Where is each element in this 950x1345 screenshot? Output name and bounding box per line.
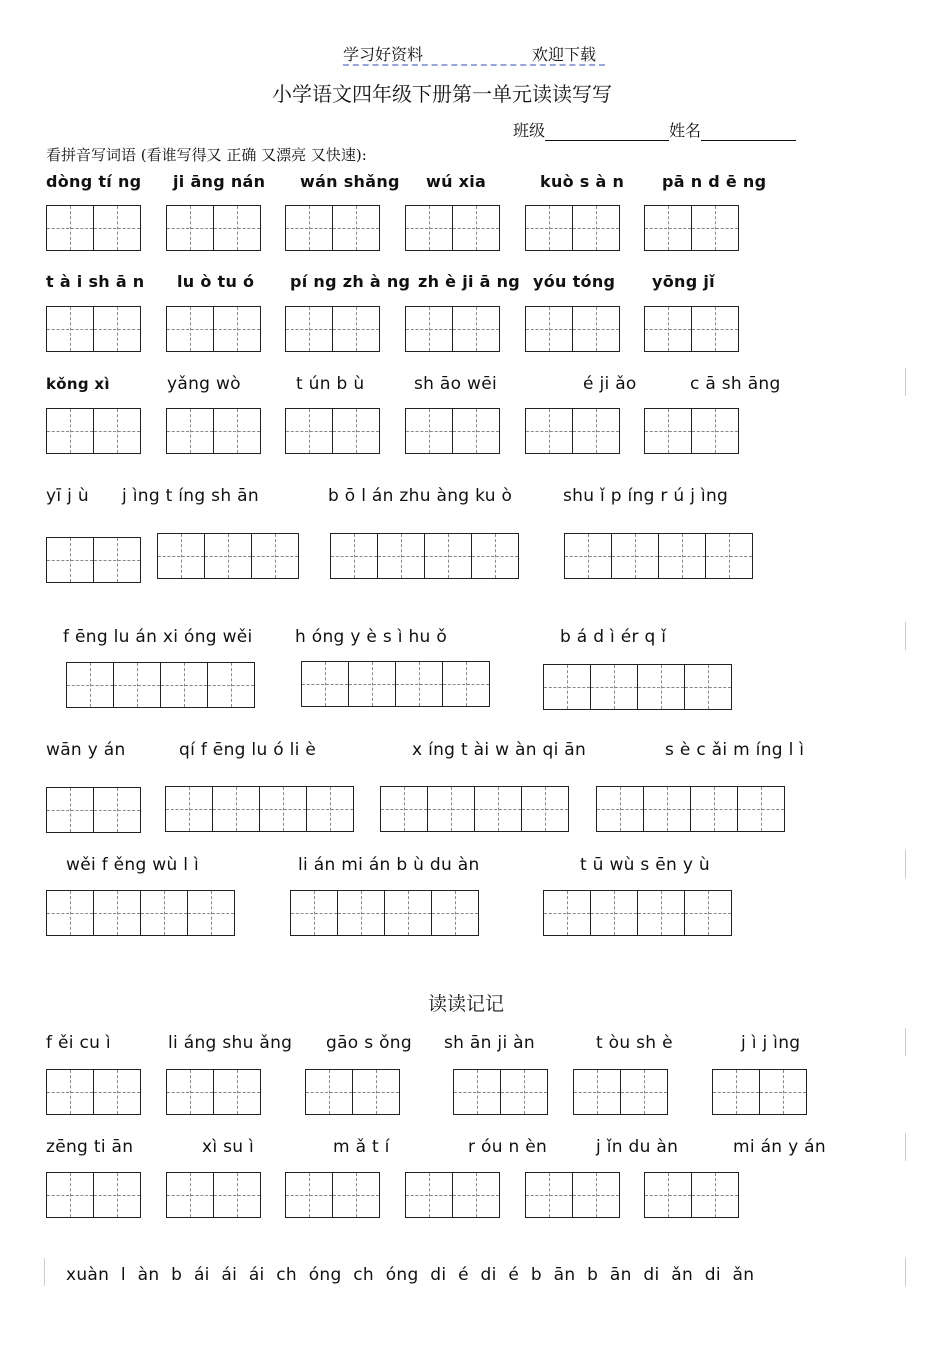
instruction: 看拼音写词语 (看谁写得又 正确 又漂亮 又快速): — [46, 146, 367, 164]
pinyin: lu ò tu ó — [177, 272, 255, 291]
pinyin: pí ng zh à ng — [290, 272, 411, 291]
writing-grid[interactable] — [596, 786, 784, 832]
writing-grid[interactable] — [564, 533, 752, 579]
pinyin: kǒng xì — [46, 375, 110, 393]
writing-grid[interactable] — [285, 408, 379, 454]
writing-grid[interactable] — [46, 205, 140, 251]
pinyin: wān y án — [46, 740, 126, 760]
section-title: 读读记记 — [428, 993, 505, 1015]
writing-grid[interactable] — [46, 890, 234, 936]
margin-line — [905, 850, 906, 878]
header-underline — [343, 64, 605, 66]
class-blank[interactable] — [545, 122, 669, 141]
pinyin: ji āng nán — [173, 172, 266, 191]
writing-grid[interactable] — [644, 306, 738, 352]
pinyin: t à i sh ā n — [46, 272, 145, 291]
header-right: 欢迎下载 — [532, 45, 597, 64]
writing-grid[interactable] — [46, 306, 140, 352]
pinyin: xì su ì — [202, 1137, 255, 1157]
writing-grid[interactable] — [543, 890, 731, 936]
writing-grid[interactable] — [46, 537, 140, 583]
writing-grid[interactable] — [380, 786, 568, 832]
pinyin: t ún b ù — [296, 374, 365, 394]
writing-grid[interactable] — [644, 408, 738, 454]
writing-grid[interactable] — [405, 1172, 499, 1218]
writing-grid[interactable] — [301, 661, 489, 707]
writing-grid[interactable] — [525, 1172, 619, 1218]
writing-grid[interactable] — [46, 787, 140, 833]
margin-line — [905, 1258, 906, 1286]
margin-line-left — [44, 1258, 45, 1286]
writing-grid[interactable] — [165, 786, 353, 832]
margin-line — [905, 1133, 906, 1161]
writing-grid[interactable] — [305, 1069, 399, 1115]
name-blank[interactable] — [701, 122, 796, 141]
pinyin: yī j ù — [46, 486, 89, 506]
pinyin: gāo s ǒng — [326, 1033, 412, 1053]
writing-grid[interactable] — [525, 205, 619, 251]
writing-grid[interactable] — [712, 1069, 806, 1115]
pinyin: li án mi án b ù du àn — [298, 855, 480, 875]
pinyin: wán shǎng — [300, 172, 400, 191]
pinyin: shu ǐ p íng r ú j ìng — [563, 486, 729, 506]
writing-grid[interactable] — [330, 533, 518, 579]
writing-grid[interactable] — [166, 408, 260, 454]
margin-line — [905, 368, 906, 396]
pinyin: x íng t ài w àn qi ān — [412, 740, 587, 760]
pinyin: sh āo wēi — [414, 374, 498, 394]
writing-grid[interactable] — [166, 1069, 260, 1115]
writing-grid[interactable] — [644, 1172, 738, 1218]
margin-line — [905, 622, 906, 650]
pinyin: j ǐn du àn — [596, 1137, 679, 1157]
writing-grid[interactable] — [405, 306, 499, 352]
writing-grid[interactable] — [46, 1069, 140, 1115]
pinyin: kuò s à n — [540, 172, 625, 191]
writing-grid[interactable] — [66, 662, 254, 708]
pinyin: li áng shu ǎng — [168, 1033, 293, 1053]
pinyin: r óu n èn — [468, 1137, 548, 1157]
pinyin: t òu sh è — [596, 1033, 673, 1053]
writing-grid[interactable] — [405, 408, 499, 454]
writing-grid[interactable] — [166, 306, 260, 352]
writing-grid[interactable] — [290, 890, 478, 936]
pinyin: pā n d ē ng — [662, 172, 767, 191]
pinyin: xuàn l àn b ái ái ái ch óng ch óng di é di é b ān b ān di ǎn di ǎn — [66, 1265, 755, 1285]
writing-grid[interactable] — [285, 1172, 379, 1218]
pinyin: zēng ti ān — [46, 1137, 134, 1157]
pinyin: dòng tí ng — [46, 172, 142, 191]
writing-grid[interactable] — [453, 1069, 547, 1115]
pinyin: t ū wù s ēn y ù — [580, 855, 710, 875]
class-label: 班级 — [513, 121, 546, 140]
writing-grid[interactable] — [46, 1172, 140, 1218]
writing-grid[interactable] — [573, 1069, 667, 1115]
pinyin: m ǎ t í — [333, 1137, 390, 1157]
page-title: 小学语文四年级下册第一单元读读写写 — [272, 82, 612, 106]
pinyin: sh ān ji àn — [444, 1033, 535, 1053]
writing-grid[interactable] — [157, 533, 298, 579]
writing-grid[interactable] — [166, 1172, 260, 1218]
pinyin: c ā sh āng — [690, 374, 781, 394]
name-label: 姓名 — [669, 121, 702, 140]
writing-grid[interactable] — [285, 306, 379, 352]
pinyin: qí f ēng lu ó li è — [179, 740, 317, 760]
pinyin: yóu tóng — [533, 272, 616, 291]
pinyin: yōng jǐ — [652, 272, 715, 291]
pinyin: wěi f ěng wù l ì — [66, 855, 200, 875]
pinyin: wú xia — [426, 172, 487, 191]
margin-line — [905, 1028, 906, 1056]
writing-grid[interactable] — [46, 408, 140, 454]
writing-grid[interactable] — [525, 408, 619, 454]
pinyin: mi án y án — [733, 1137, 826, 1157]
pinyin: zh è ji ā ng — [418, 272, 521, 291]
pinyin: b á d ì ér q ǐ — [560, 627, 667, 647]
pinyin: é ji ǎo — [583, 374, 637, 394]
writing-grid[interactable] — [543, 664, 731, 710]
writing-grid[interactable] — [285, 205, 379, 251]
class-field — [513, 118, 796, 141]
pinyin: yǎng wò — [167, 374, 241, 394]
pinyin: s è c ǎi m íng l ì — [665, 740, 805, 760]
pinyin: f ēng lu án xi óng wěi — [63, 627, 253, 647]
pinyin: f ěi cu ì — [46, 1033, 111, 1053]
pinyin: j ì j ìng — [741, 1033, 801, 1053]
writing-grid[interactable] — [405, 205, 499, 251]
header-left: 学习好资料 — [343, 45, 424, 64]
writing-grid[interactable] — [644, 205, 738, 251]
writing-grid[interactable] — [525, 306, 619, 352]
writing-grid[interactable] — [166, 205, 260, 251]
pinyin: h óng y è s ì hu ǒ — [295, 627, 448, 647]
pinyin: j ìng t íng sh ān — [122, 486, 259, 506]
pinyin: b ō l án zhu àng ku ò — [328, 486, 513, 506]
